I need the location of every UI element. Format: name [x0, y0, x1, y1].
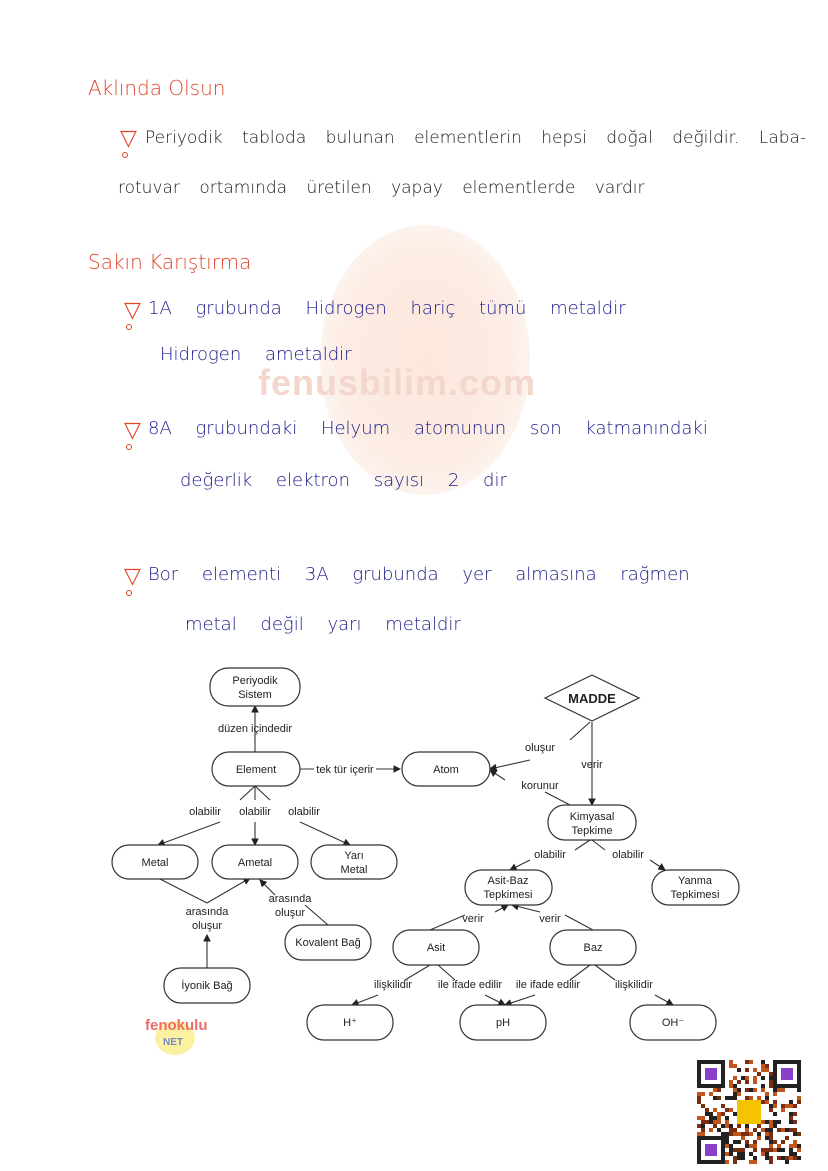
- exclamation-icon: ▽: [124, 420, 141, 450]
- node-iyonik-bag: [164, 968, 250, 1003]
- svg-text:Yanma: Yanma: [677, 875, 713, 887]
- svg-text:arasında: arasında: [268, 893, 312, 905]
- node-ph: [460, 1005, 546, 1040]
- svg-text:düzen içindedir: düzen içindedir: [218, 723, 292, 735]
- node-periyodik-sistem: [210, 668, 300, 706]
- note-line: Bor elementi 3A grubunda yer almasına rağmen: [148, 564, 690, 585]
- svg-text:Tepkime: Tepkime: [571, 825, 613, 837]
- node-atom: [402, 752, 490, 786]
- svg-text:olabilir: olabilir: [189, 806, 221, 818]
- node-asit-baz-tepkimesi: [465, 870, 552, 905]
- svg-text:olabilir: olabilir: [239, 806, 271, 818]
- note-line: 1A grubunda Hidrogen hariç tümü metaldir: [148, 298, 626, 319]
- svg-text:korunur: korunur: [521, 780, 559, 792]
- svg-text:Kimyasal: Kimyasal: [569, 811, 615, 823]
- svg-text:Sistem: Sistem: [238, 689, 272, 701]
- fenokulu-logo: fenokulu NET: [145, 1015, 203, 1055]
- svg-text:tek tür içerir: tek tür içerir: [316, 764, 374, 776]
- note-line: Periyodik tabloda bulunan elementlerin hepsi doğal değildir. Laba-: [145, 128, 807, 148]
- heading-aklinda-olsun: Aklında Olsun: [88, 76, 226, 100]
- note-line: Hidrogen ametaldir: [160, 344, 352, 365]
- svg-text:Asit-Baz: Asit-Baz: [487, 875, 529, 887]
- node-element: [212, 752, 300, 786]
- node-baz: [550, 930, 636, 965]
- svg-text:olabilir: olabilir: [534, 849, 566, 861]
- svg-text:verir: verir: [539, 913, 561, 925]
- svg-text:olabilir: olabilir: [288, 806, 320, 818]
- note-line: 8A grubundaki Helyum atomunun son katmanındaki: [148, 418, 708, 439]
- svg-text:Tepkimesi: Tepkimesi: [483, 889, 533, 901]
- node-asit: [393, 930, 479, 965]
- svg-text:Periyodik: Periyodik: [232, 675, 278, 687]
- svg-text:Element: Element: [235, 764, 277, 776]
- node-yanma-tepkimesi: [652, 870, 739, 905]
- node-ametal: [212, 845, 298, 879]
- svg-text:İyonik Bağ: İyonik Bağ: [181, 980, 233, 992]
- svg-text:pH: pH: [495, 1017, 511, 1029]
- svg-text:Metal: Metal: [141, 857, 169, 869]
- svg-text:ilişkilidir: ilişkilidir: [615, 979, 653, 991]
- svg-text:oluşur: oluşur: [192, 920, 222, 932]
- node-madde: [545, 675, 639, 721]
- heading-sakin-karistirma: Sakın Karıştırma: [88, 250, 252, 274]
- svg-text:Yarı: Yarı: [344, 850, 364, 862]
- node-kimyasal-tepkime: [548, 805, 636, 840]
- node-oh-minus: [630, 1005, 716, 1040]
- svg-text:Atom: Atom: [433, 764, 459, 776]
- svg-text:oluşur: oluşur: [525, 742, 555, 754]
- svg-text:Kovalent Bağ: Kovalent Bağ: [295, 937, 361, 949]
- svg-text:OH⁻: OH⁻: [661, 1017, 685, 1029]
- node-metal: [112, 845, 198, 879]
- note-line: metal değil yarı metaldir: [185, 614, 461, 635]
- watermark-text: fenusbilim.com: [258, 362, 537, 403]
- svg-text:olabilir: olabilir: [612, 849, 644, 861]
- note-line: rotuvar ortamında üretilen yapay elementlerde vardır: [118, 178, 645, 198]
- node-kovalent-bag: [285, 925, 371, 960]
- svg-text:Tepkimesi: Tepkimesi: [670, 889, 720, 901]
- svg-text:MADDE: MADDE: [568, 691, 616, 706]
- svg-text:verir: verir: [581, 759, 603, 771]
- exclamation-icon: ▽: [120, 128, 137, 158]
- svg-text:Ametal: Ametal: [237, 857, 273, 869]
- svg-text:oluşur: oluşur: [275, 907, 305, 919]
- svg-text:arasında: arasında: [185, 906, 229, 918]
- svg-text:Asit: Asit: [426, 942, 446, 954]
- node-yari-metal: [311, 845, 397, 879]
- svg-text:H⁺: H⁺: [343, 1017, 357, 1029]
- svg-text:ilişkilidir: ilişkilidir: [374, 979, 412, 991]
- note-line: değerlik elektron sayısı 2 dir: [180, 470, 507, 491]
- exclamation-icon: ▽: [124, 566, 141, 596]
- svg-text:ile ifade edilir: ile ifade edilir: [515, 979, 581, 991]
- qr-code[interactable]: [697, 1060, 801, 1164]
- node-h-plus: [307, 1005, 393, 1040]
- svg-text:Metal: Metal: [340, 864, 368, 876]
- exclamation-icon: ▽: [124, 300, 141, 330]
- svg-text:ile ifade edilir: ile ifade edilir: [437, 979, 503, 991]
- svg-text:Baz: Baz: [583, 942, 603, 954]
- svg-text:verir: verir: [462, 913, 484, 925]
